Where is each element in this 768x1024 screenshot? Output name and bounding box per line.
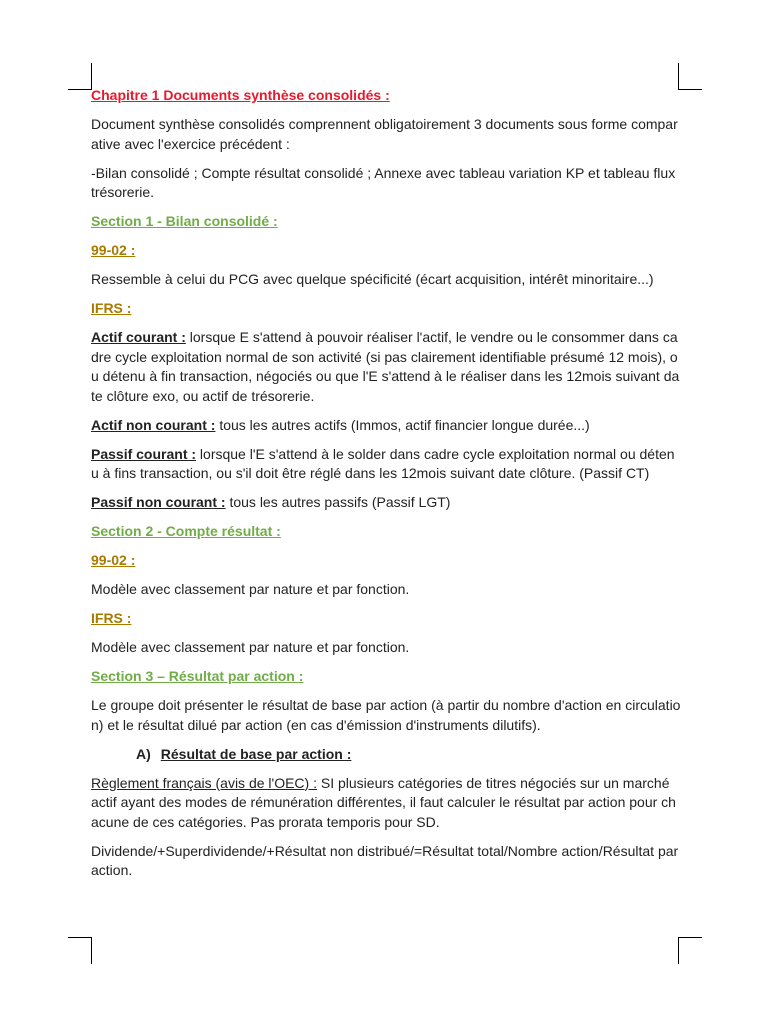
reglement-paragraph (91, 774, 681, 833)
chapter-title (91, 86, 681, 106)
passif-non-courant-paragraph (91, 493, 681, 513)
section-3-heading-text: Section 3 – Résultat par action : (91, 668, 304, 684)
section-1-sub-ifrs (91, 299, 681, 319)
sub-heading-ifrs: IFRS : (91, 610, 132, 626)
section-2-heading (91, 522, 681, 542)
section-3-heading (91, 667, 681, 687)
section-1-heading (91, 212, 681, 232)
list-item-a-label: Résultat de base par action : (160, 745, 352, 762)
actif-courant-paragraph (91, 328, 681, 406)
crop-mark-top-left (68, 63, 92, 90)
sub-heading-99-02: 99-02 : (91, 552, 136, 568)
actif-non-courant-label: Actif non courant : (91, 416, 216, 433)
crop-mark-bottom-right (678, 937, 702, 964)
section-3-intro: Le groupe doit présenter le résultat de base par action (à partir du nombre d'action en circulation) et le résultat dilué par action (en cas d'émission d'instruments dilutifs). (91, 697, 681, 733)
reglement-text: SI plusieurs catégories de titres négociés sur un marché actif ayant des modes de rémunération différentes, il faut calculer le résultat par action pour chacune de ces catégories. Pas prorata temporis pour SD. (91, 774, 676, 830)
actif-non-courant-paragraph (91, 416, 681, 436)
formula-paragraph: Dividende/+Superdividende/+Résultat non distribué/=Résultat total/Nombre action/Résultat par action. (91, 842, 679, 878)
crop-mark-top-right (678, 63, 702, 90)
document-page (91, 86, 681, 890)
section-2-sub-99-02 (91, 551, 681, 571)
section-2-text-ifrs: Modèle avec classement par nature et par fonction. (91, 639, 410, 655)
passif-courant-label: Passif courant : (91, 445, 197, 462)
section-1-heading-text: Section 1 - Bilan consolidé : (91, 213, 278, 229)
section-1-sub-99-02 (91, 241, 681, 261)
passif-courant-text: lorsque l'E s'attend à le solder dans cadre cycle exploitation normal ou détenu à fins transaction, ou s'il doit être réglé dans les 12mois suivant date clôture. (Passif CT) (91, 445, 675, 481)
sub-heading-ifrs: IFRS : (91, 300, 132, 316)
sub-heading-99-02: 99-02 : (91, 242, 136, 258)
intro-paragraph: Document synthèse consolidés comprennent obligatoirement 3 documents sous forme comparative avec l'exercice précédent : (91, 116, 678, 152)
list-item-marker: A) (136, 745, 151, 762)
section-1-text-99-02: Ressemble à celui du PCG avec quelque spécificité (écart acquisition, intérêt minoritaire...) (91, 271, 654, 287)
passif-courant-paragraph (91, 445, 681, 484)
actif-non-courant-text: tous les autres actifs (Immos, actif financier longue durée...) (215, 416, 590, 433)
passif-non-courant-label: Passif non courant : (91, 494, 226, 510)
actif-courant-label: Actif courant : (91, 329, 186, 345)
reglement-label: Règlement français (avis de l'OEC) : (91, 774, 317, 791)
actif-courant-text: lorsque E s'attend à pouvoir réaliser l'actif, le vendre ou le consommer dans cadre cycle exploitation normal de son activité (si pas clairement identifiable présumé 12 mois), ou détenu à fin transaction, négociés ou que l'E s'attend à le réaliser dans les 12mois suivant date clôture exo, ou actif de trésorerie. (91, 329, 680, 404)
section-2-sub-ifrs (91, 609, 681, 629)
list-item-a (91, 745, 681, 765)
documents-list: -Bilan consolidé ; Compte résultat consolidé ; Annexe avec tableau variation KP et tableau flux trésorerie. (91, 164, 676, 200)
section-2-heading-text: Section 2 - Compte résultat : (91, 523, 281, 539)
chapter-title-text: Chapitre 1 Documents synthèse consolidés : (91, 87, 390, 103)
crop-mark-bottom-left (68, 937, 92, 964)
passif-non-courant-text: tous les autres passifs (Passif LGT) (225, 494, 451, 510)
section-2-text-99-02: Modèle avec classement par nature et par fonction. (91, 581, 410, 597)
